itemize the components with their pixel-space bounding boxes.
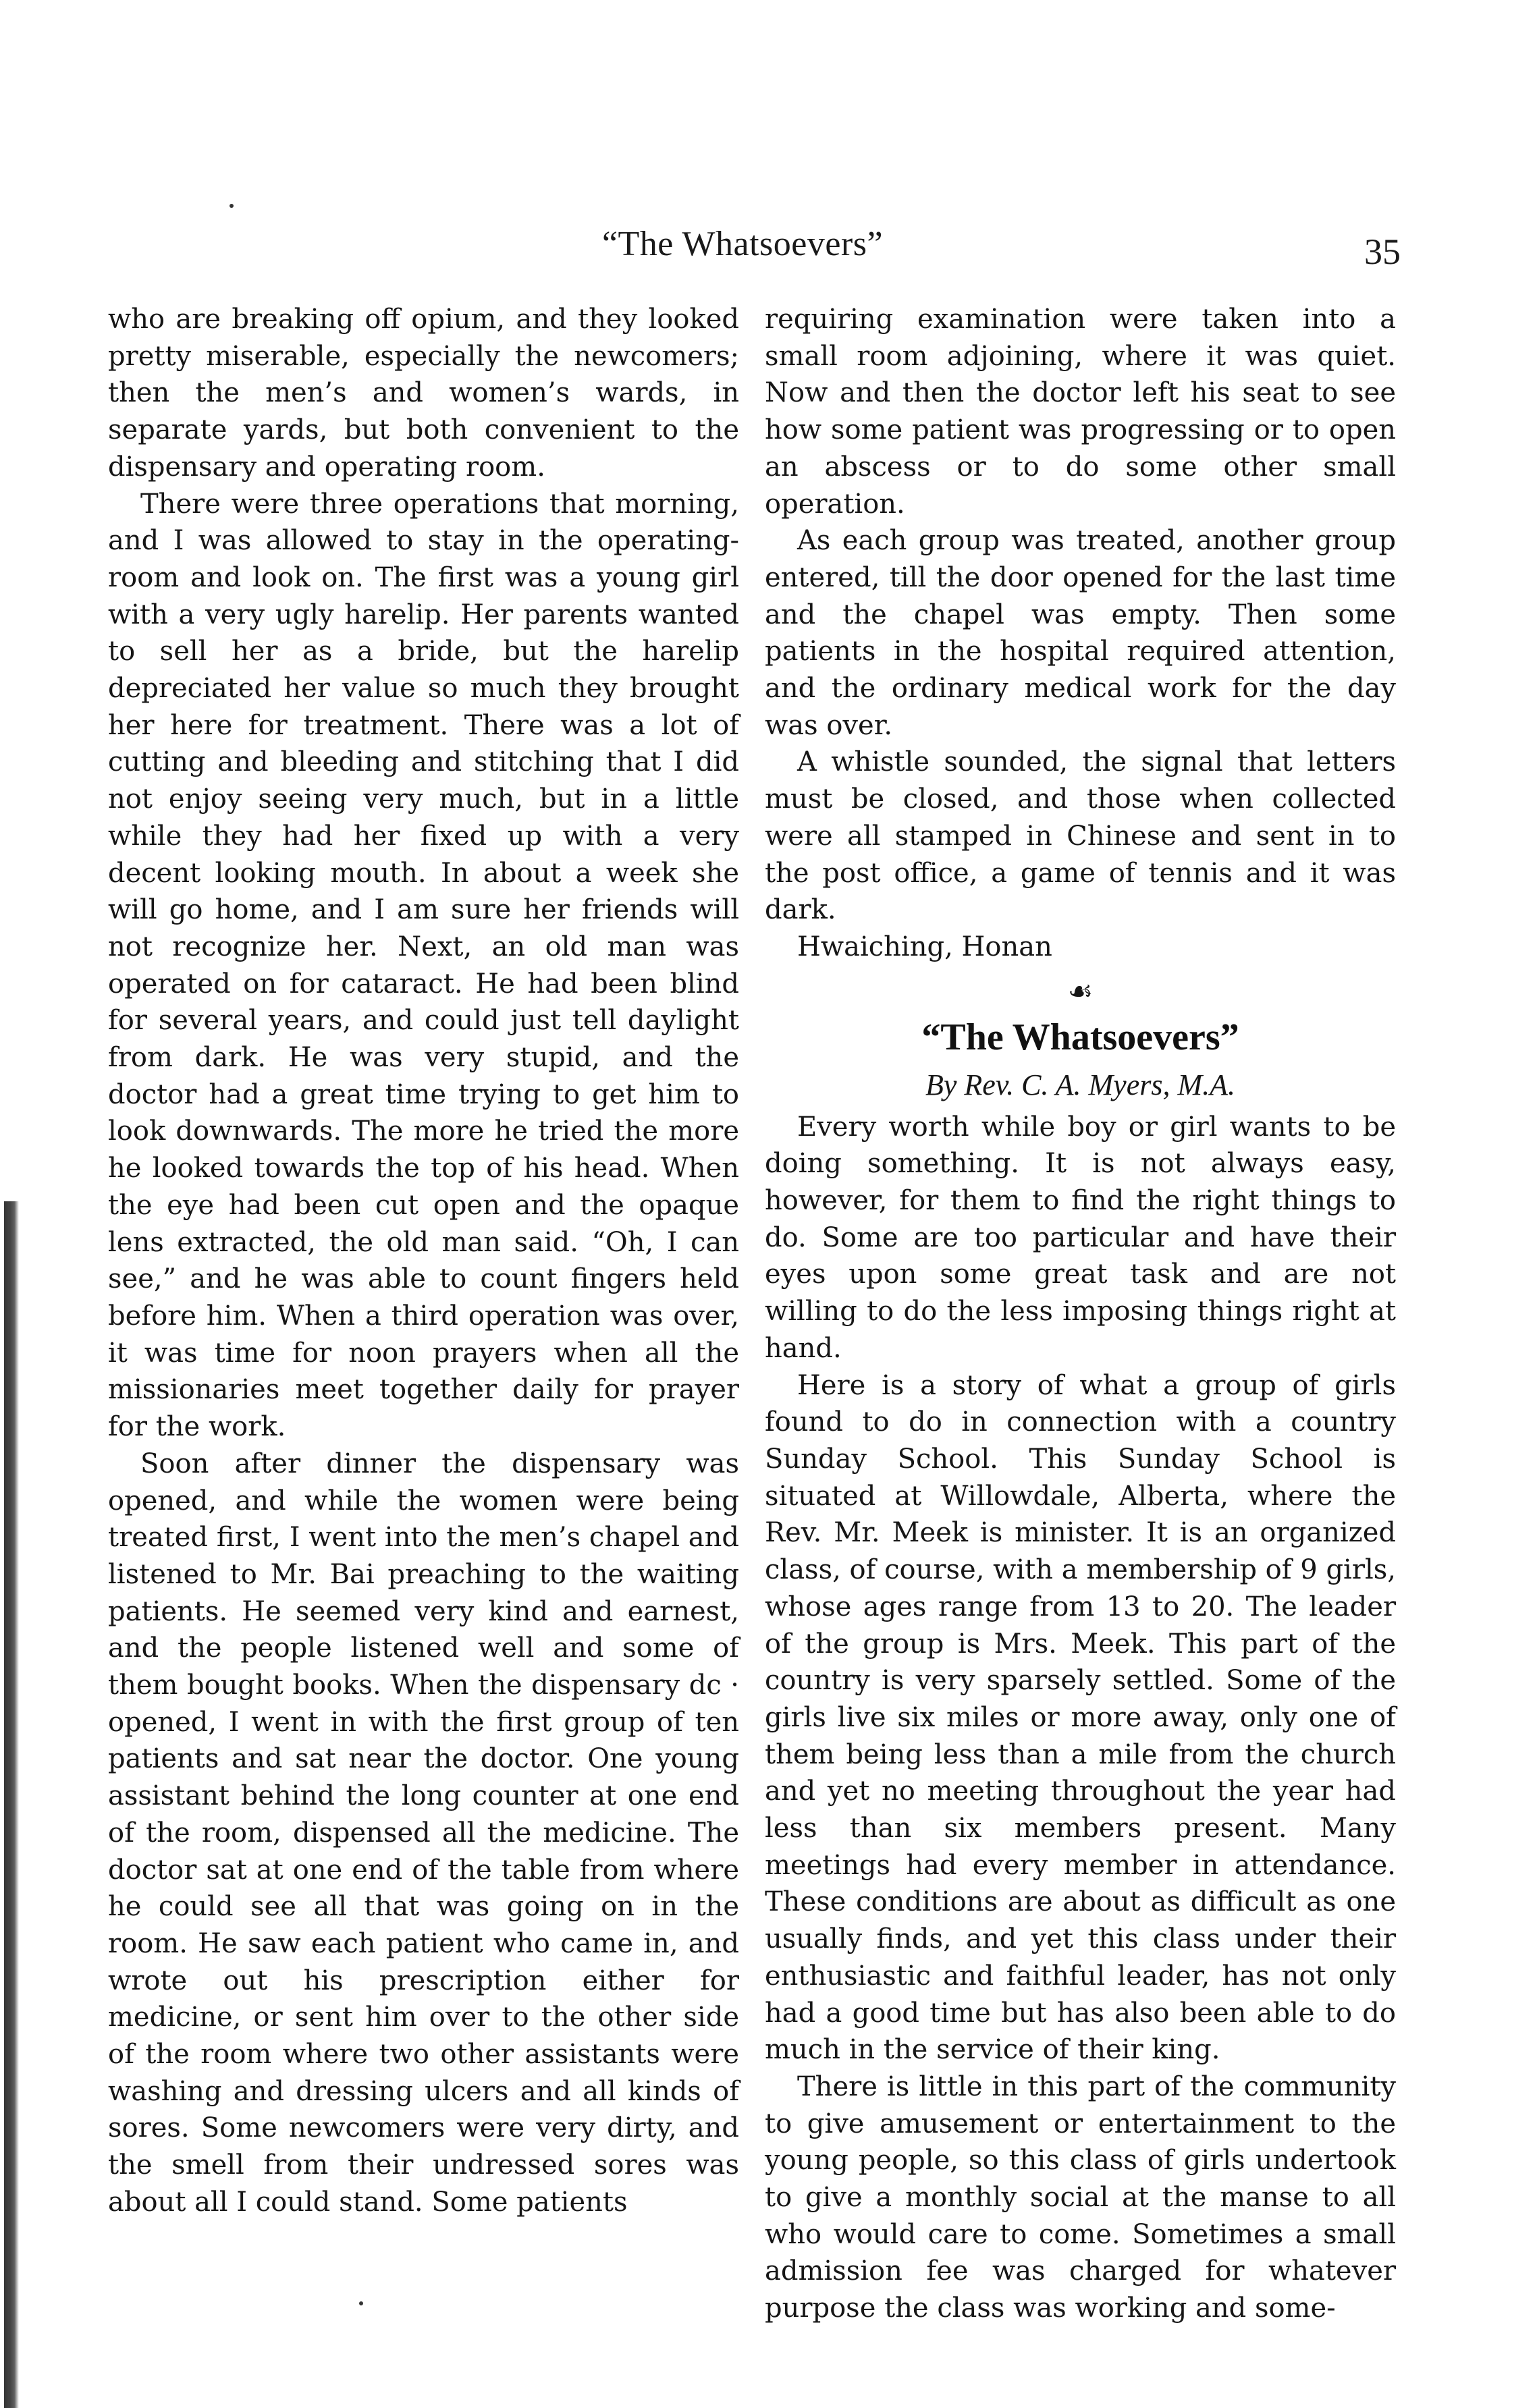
ornament-icon: ☙ [1067, 974, 1094, 1008]
article-byline: By Rev. C. A. Myers, M.A. [925, 1068, 1235, 1101]
print-speck [230, 204, 234, 208]
dateline: Hwaiching, Honan [797, 931, 1052, 962]
print-speck [359, 2301, 363, 2305]
paragraph: requiring examination were taken into a small room adjoining, where it was quiet. Now and then the doctor left his seat to see how some patient was progressing or to open an abscess or to do some other small operation. [765, 304, 1396, 520]
paragraph: As each group was treated, another group entered, till the door opened for the last time and the chapel was empty. Then some patients in the hospital required attention, and the ordinary medical work for the day was over. [765, 525, 1396, 741]
running-header-title: “The Whatsoevers” [601, 225, 884, 263]
paragraph: Every worth while boy or girl wants to be doing something. It is not always easy, however, for them to find the right things to do. Some are too particular and have their eyes upon some great task and are not willing to do the less imposing things right at hand. [765, 1111, 1396, 1364]
left-column [108, 301, 739, 2258]
article-title: “The Whatsoevers” [921, 1016, 1239, 1058]
paragraph: Here is a story of what a group of girls found to do in connection with a country Sunday School. This Sunday School is situated at Willowdale, Alberta, where the Rev. Mr. Meek is minister. It is an organized class, of course, with a membership of 9 girls, whose ages range from 13 to 20. The leader of the group is Mrs. Meek. This part of the country is very sparsely settled. Some of the girls live six miles or more away, only one of them being less than a mile from the church and yet no meeting throughout the year had less than six members present. Many meetings had every member in attendance. These conditions are about as difficult as one usually finds, and yet this class under their enthusiastic and faithful leader, has not only had a good time but has also been able to do much in the service of their king. [765, 1369, 1396, 2066]
paragraph: There is little in this part of the community to give amusement or entertainment to the young people, so this class of girls undertook to give a monthly social at the manse to all who would care to come. Sometimes a small admission fee was charged for whatever purpose the class was working and some- [765, 2071, 1396, 2324]
page-number: 35 [1364, 231, 1401, 272]
page-binding-shadow [4, 1201, 19, 2408]
paragraph: A whistle sounded, the signal that letters must be closed, and those when collected were all stamped in Chinese and sent in to the post office, a game of tennis and it was dark. [765, 746, 1396, 926]
right-column [765, 301, 1396, 2324]
paragraph: There were three operations that morning, and I was allowed to stay in the operating-room and look on. The first was a young girl with a very ugly harelip. Her parents wanted to sell her as a bride, but the harelip depreciated her value so much they brought her here for treatment. There was a lot of cutting and bleeding and stitching that I did not enjoy seeing very much, but in a little while they had her fixed up with a very decent looking mouth. In about a week she will go home, and I am sure her friends will not recognize her. Next, an old man was operated on for cataract. He had been blind for several years, and could just tell daylight from dark. He was very stupid, and the doctor had a great time trying to get him to look downwards. The more he tried the more he looked towards the top of his head. When the eye had been cut open and the opaque lens extracted, the old man said. “Oh, I can see,” and he was able to count fingers held before him. When a third operation was over, it was time for noon prayers when all the missionaries meet together daily for prayer for the work. [108, 488, 739, 1443]
paragraph: Soon after dinner the dispensary was opened, and while the women were being treated first, I went into the men’s chapel and listened to Mr. Bai preaching to the waiting patients. He seemed very kind and earnest, and the people listened well and some of them bought books. When the dispensary dc · opened, I went in with the first group of ten patients and sat near the doctor. One young assistant behind the long counter at one end of the room, dispensed all the medicine. The doctor sat at one end of the table from where he could see all that was going on in the room. He saw each patient who came in, and wrote out his prescription either for medicine, or sent him over to the other side of the room where two other assistants were washing and dressing ulcers and all kinds of sores. Some newcomers were very dirty, and the smell from their undressed sores was about all I could stand. Some patients [108, 1448, 739, 2218]
paragraph: who are breaking off opium, and they looked pretty miserable, especially the newcomers; then the men’s and women’s wards, in separate yards, but both convenient to the dispensary and operating room. [108, 304, 739, 483]
